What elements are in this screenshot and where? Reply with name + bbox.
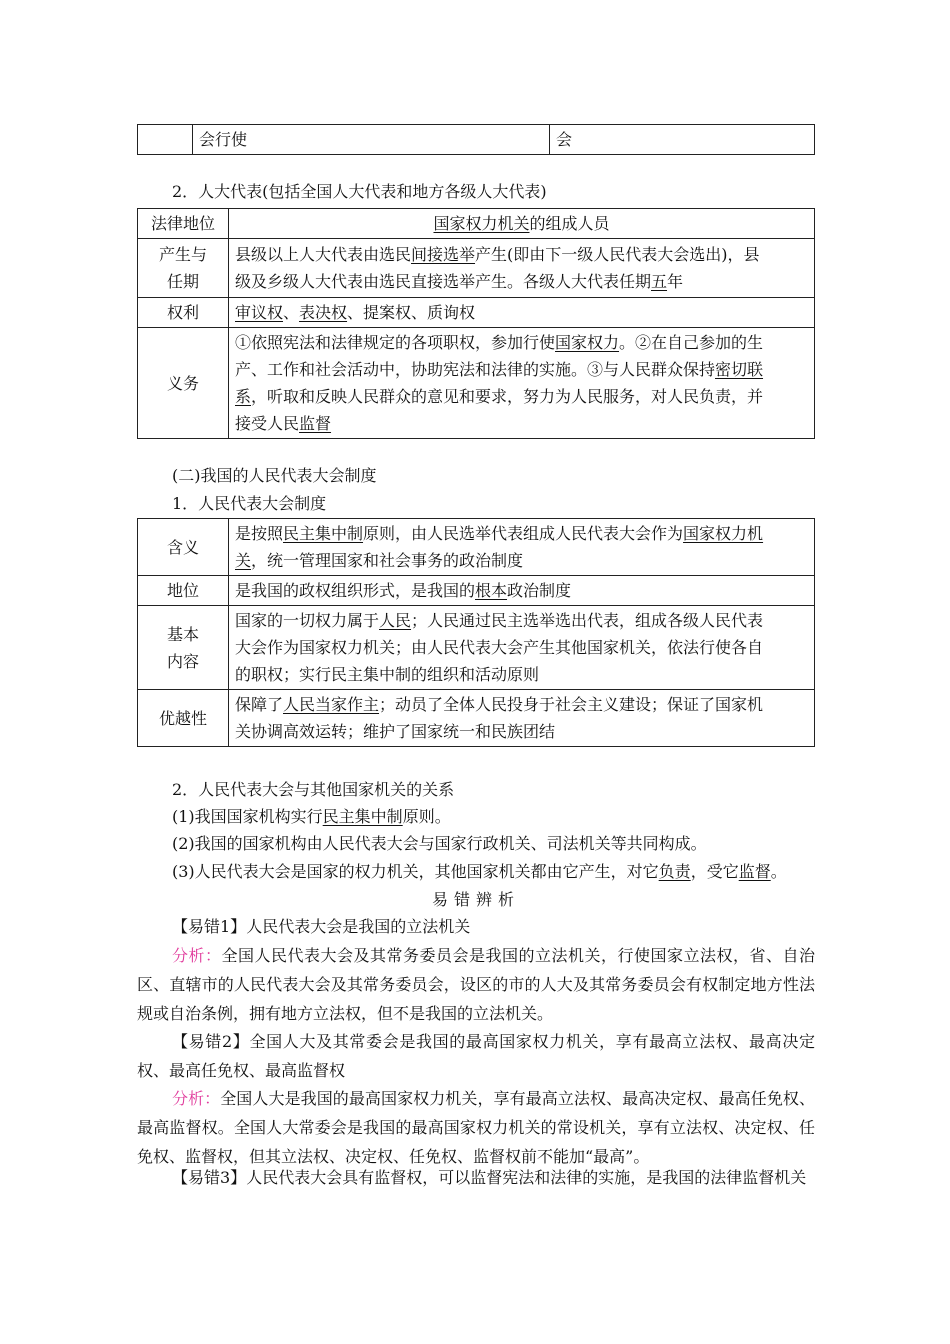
row-label: 地位 [138, 576, 229, 606]
top-cell-2 [193, 125, 550, 155]
section-title-deputies: 2．人大代表(包括全国人大代表和地方各级人大代表) [172, 182, 547, 201]
error-analysis-1: 分析：全国人民代表大会及其常务委员会是我国的立法机关，行使国家立法权，省、自治区、直辖市的人民代表大会及其常务委员会，设区的市的人大及其常务委员会有权制定地方性法规或自治条例，拥有地方立法权，但不是我国的立法机关。 [137, 946, 815, 1023]
row-label: 优越性 [138, 690, 229, 747]
npc-row-basic-content [138, 606, 815, 690]
row-label: 义务 [138, 328, 229, 439]
npc-row-status [138, 576, 815, 606]
row-content: ①依照宪法和法律规定的各项职权，参加行使国家权力。②在自己参加的生 产、工作和社会活动中，协助宪法和法律的实施。③与人民群众保持密切联 系，听取和反映人民群众的意见和要求，努力为人民服务，对人民负责，并 接受人民监督 [229, 328, 815, 439]
relation-item-2: (2)我国的国家机构由人民代表大会与国家行政机关、司法机关等共同构成。 [172, 834, 707, 853]
deputies-row-election-term [138, 239, 815, 298]
npc-system-table [137, 518, 815, 747]
row-content: 保障了人民当家作主；动员了全体人民投身于社会主义建设；保证了国家机 关协调高效运转；维护了国家统一和民族团结 [229, 690, 815, 747]
subsection-title-npc-system: 1．人民代表大会制度 [172, 494, 327, 513]
part-title-system: (二)我国的人民代表大会制度 [172, 466, 377, 485]
subsection-title-relations: 2．人民代表大会与其他国家机关的关系 [172, 780, 455, 799]
npc-row-superiority [138, 690, 815, 747]
analysis-label: 分析： [172, 1089, 221, 1108]
top-cell-empty [138, 125, 193, 155]
deputies-table [137, 208, 815, 439]
row-label: 含义 [138, 519, 229, 576]
error-item-3: 【易错3】人民代表大会具有监督权，可以监督宪法和法律的实施，是我国的法律监督机关 [172, 1168, 807, 1187]
deputies-row-rights [138, 298, 815, 328]
row-content: 是按照民主集中制原则，由人民选举代表组成人民代表大会作为国家权力机 关，统一管理国家和社会事务的政治制度 [229, 519, 815, 576]
row-content: 审议权、表决权、提案权、质询权 [229, 298, 815, 328]
top-cell-3-text: 会 [556, 130, 573, 149]
row-content: 国家权力机关的组成人员 [229, 209, 815, 239]
top-table-fragment [137, 124, 815, 155]
row-content: 县级以上人大代表由选民间接选举产生(即由下一级人民代表大会选出)，县 级及乡级人大代表由选民直接选举产生。各级人大代表任期五年 [229, 239, 815, 298]
row-label: 基本 内容 [138, 606, 229, 690]
error-analysis-2: 分析：全国人大是我国的最高国家权力机关，享有最高立法权、最高决定权、最高任免权、最高监督权。全国人大常委会是我国的最高国家权力机关的常设机关，享有立法权、决定权、任免权、监督权，但其立法权、决定权、任免权、监督权前不能加“最高”。 [137, 1089, 815, 1166]
analysis-label: 分析： [172, 946, 222, 965]
relation-item-1: (1)我国国家机构实行民主集中制原则。 [172, 807, 451, 826]
row-label: 法律地位 [138, 209, 229, 239]
top-cell-2-text: 会行使 [199, 130, 248, 149]
npc-row-meaning [138, 519, 815, 576]
top-cell-3 [550, 125, 815, 155]
error-item-1: 【易错1】人民代表大会是我国的立法机关 [172, 917, 471, 936]
row-content: 是我国的政权组织形式，是我国的根本政治制度 [229, 576, 815, 606]
deputies-row-legal-status [138, 209, 815, 239]
errors-section-title: 易错辨析 [431, 890, 520, 909]
row-label: 产生与 任期 [138, 239, 229, 298]
row-content: 国家的一切权力属于人民；人民通过民主选举选出代表，组成各级人民代表 大会作为国家权力机关；由人民代表大会产生其他国家机关，依法行使各自 的职权；实行民主集中制的组织和活动原则 [229, 606, 815, 690]
row-label: 权利 [138, 298, 229, 328]
deputies-row-duties [138, 328, 815, 439]
error-item-2: 【易错2】全国人大及其常委会是我国的最高国家权力机关，享有最高立法权、最高决定权、最高任免权、最高监督权 [137, 1032, 815, 1080]
relation-item-3: (3)人民代表大会是国家的权力机关，其他国家机关都由它产生，对它负责，受它监督。 [172, 862, 787, 881]
